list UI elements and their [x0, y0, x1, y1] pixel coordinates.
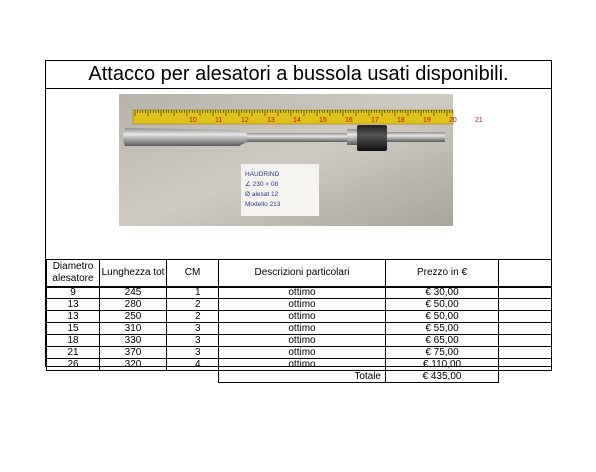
table-header-row — [47, 260, 552, 287]
svg-text:HAUDRIND: HAUDRIND — [245, 171, 280, 178]
ruler-number: 15 — [319, 117, 327, 124]
cell-descrizione: ottimo — [219, 323, 386, 335]
ruler-number: 10 — [189, 117, 197, 124]
page-title: Attacco per alesatori a bussola usati disponibili. — [46, 61, 551, 89]
ruler-number: 16 — [345, 117, 353, 124]
cell-descrizione: ottimo — [219, 359, 386, 371]
cell-prezzo: € 50,00 — [386, 299, 499, 311]
header-diametro: Diametro alesatore — [47, 260, 100, 287]
svg-text:Ø alesat 12: Ø alesat 12 — [245, 191, 279, 198]
ruler-number: 13 — [267, 117, 275, 124]
cell-lunghezza: 370 — [100, 347, 167, 359]
cell-cm: 2 — [167, 299, 219, 311]
table-row — [47, 311, 552, 323]
document-sheet — [45, 60, 552, 382]
cell-lunghezza: 320 — [100, 359, 167, 371]
table-row — [47, 335, 552, 347]
cell-lunghezza: 310 — [100, 323, 167, 335]
cell-prezzo: € 50,00 — [386, 311, 499, 323]
cell-diametro: 21 — [47, 347, 100, 359]
svg-text:∠ 230 × 08: ∠ 230 × 08 — [245, 181, 279, 188]
cell-cm: 3 — [167, 335, 219, 347]
header-lunghezza: Lunghezza tot — [100, 260, 167, 287]
photo-area — [46, 89, 551, 382]
cell-empty — [499, 311, 552, 323]
cell-diametro: 15 — [47, 323, 100, 335]
cell-cm: 3 — [167, 323, 219, 335]
header-prezzo: Prezzo in € — [386, 260, 499, 287]
cell-prezzo: € 30,00 — [386, 287, 499, 299]
table-row — [47, 299, 552, 311]
table-row — [47, 323, 552, 335]
handwritten-note — [241, 164, 319, 216]
cell-diametro: 13 — [47, 311, 100, 323]
table-row — [47, 359, 552, 371]
measuring-tape — [133, 110, 483, 124]
ruler-number: 20 — [449, 117, 457, 124]
cell-diametro: 13 — [47, 299, 100, 311]
cell-descrizione: ottimo — [219, 347, 386, 359]
cell-cm: 4 — [167, 359, 219, 371]
cell-empty — [499, 335, 552, 347]
cell-diametro: 9 — [47, 287, 100, 299]
cell-diametro: 18 — [47, 335, 100, 347]
cell-cm: 2 — [167, 311, 219, 323]
ruler-number: 11 — [215, 117, 223, 124]
ruler-number: 17 — [371, 117, 379, 124]
cell-lunghezza: 245 — [100, 287, 167, 299]
price-table — [46, 259, 552, 383]
table-row — [47, 287, 552, 299]
cell-empty — [499, 299, 552, 311]
cell-empty — [499, 359, 552, 371]
cell-cm: 1 — [167, 287, 219, 299]
ruler-number: 18 — [397, 117, 405, 124]
header-descrizioni: Descrizioni particolari — [219, 260, 386, 287]
cell-lunghezza: 250 — [100, 311, 167, 323]
cell-empty — [499, 287, 552, 299]
table-row — [47, 347, 552, 359]
cell-lunghezza: 280 — [100, 299, 167, 311]
cell-descrizione: ottimo — [219, 311, 386, 323]
product-photo — [119, 94, 483, 226]
ruler-number: 14 — [293, 117, 301, 124]
total-row — [47, 371, 552, 383]
ruler-number: 12 — [241, 117, 249, 124]
cell-prezzo: € 75,00 — [386, 347, 499, 359]
total-value: € 435,00 — [386, 371, 499, 383]
ruler-number: 21 — [475, 117, 483, 124]
cell-empty — [499, 323, 552, 335]
cell-prezzo: € 110,00 — [386, 359, 499, 371]
cell-descrizione: ottimo — [219, 287, 386, 299]
svg-text:Modello 213: Modello 213 — [245, 201, 281, 208]
total-label: Totale — [219, 371, 386, 383]
header-empty — [499, 260, 552, 287]
cell-prezzo: € 55,00 — [386, 323, 499, 335]
cell-descrizione: ottimo — [219, 299, 386, 311]
cell-descrizione: ottimo — [219, 335, 386, 347]
header-cm: CM — [167, 260, 219, 287]
cell-prezzo: € 65,00 — [386, 335, 499, 347]
cell-diametro: 26 — [47, 359, 100, 371]
ruler-number: 19 — [423, 117, 431, 124]
cell-lunghezza: 330 — [100, 335, 167, 347]
cell-empty — [499, 347, 552, 359]
cell-cm: 3 — [167, 347, 219, 359]
